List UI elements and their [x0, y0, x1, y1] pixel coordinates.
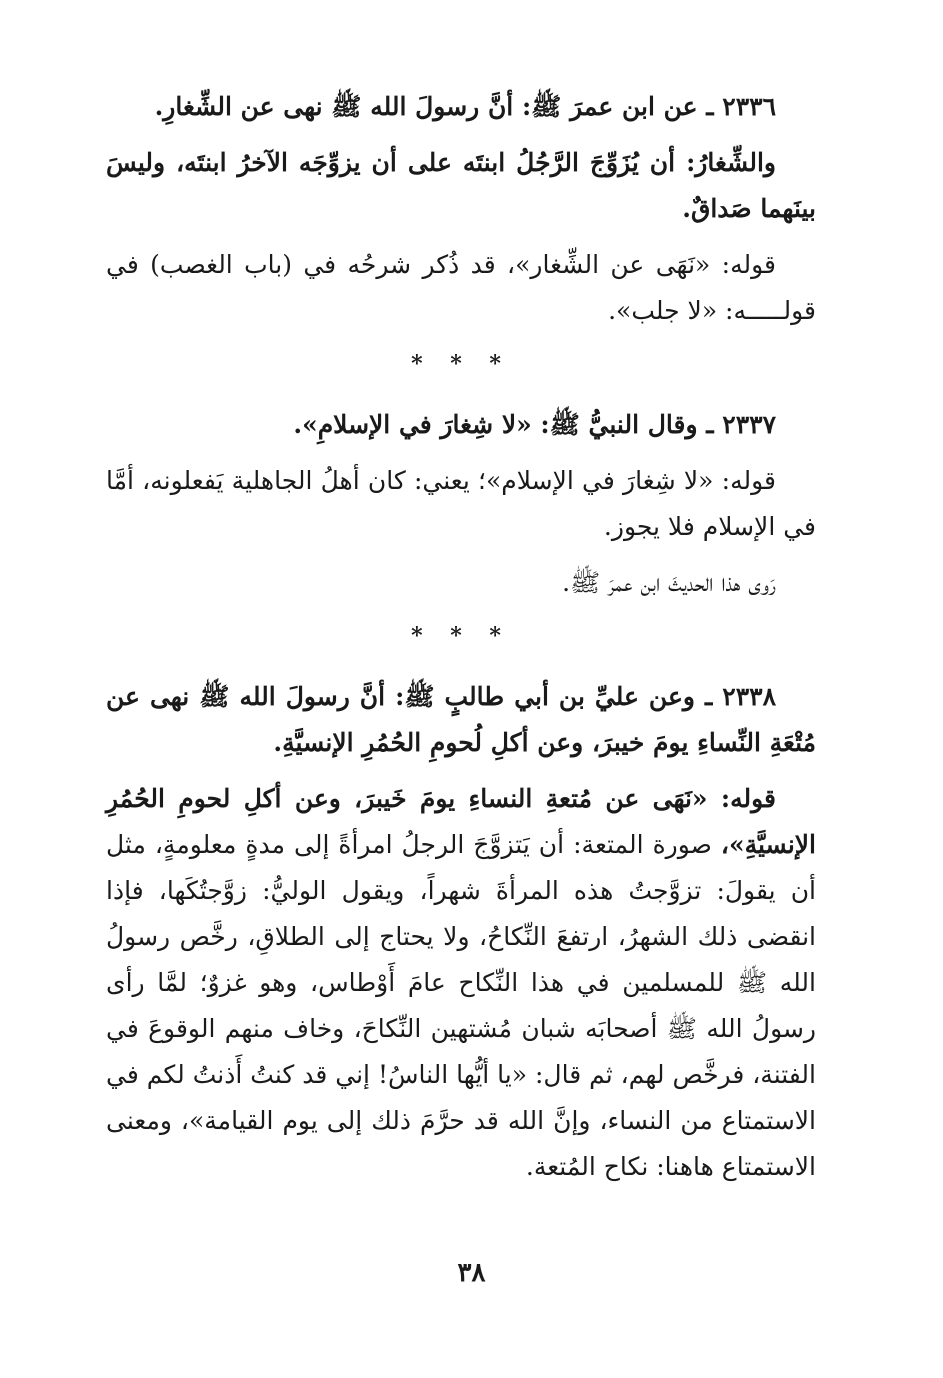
hadith-2338-commentary — [106, 776, 816, 1190]
hadith-2337-narrator: رَوى هذا الحديثَ ابن عمرَ ﷺ. — [562, 568, 776, 597]
hadith-2337-text: ٢٣٣٧ ـ وقال النبيُّ ﷺ: «لا شِغارَ في الإسلامِ». — [293, 410, 776, 439]
hadith-2337-commentary: قوله: «لا شِغارَ في الإسلام»؛ يعني: كان أهلُ الجاهلية يَفعلونه، أمَّا في الإسلام فلا يجوز. — [106, 466, 816, 541]
hadith-2338-commentary-body: صورة المتعة: أن يَتزوَّجَ الرجلُ امرأةً إلى مدةٍ معلومةٍ، مثل أن يقولَ: تزوَّجتُ هذه المرأةَ شهراً، ويقول الوليُّ: زوَّجتُكَها، فإذا انقضى ذلك الشهرُ، ارتفعَ النِّكاحُ، ولا يحتاج إلى الطلاقِ، رخَّص رسولُ الله ﷺ للمسلمين في هذا النِّكاح عامَ أَوْطاس، وهو غزوٌ؛ لمَّا رأى رسولُ الله ﷺ أصحابَه شبان مُشتهين النِّكاحَ، وخاف منهم الوقوعَ في الفتنة، فرخَّص لهم، ثم قال: «يا أيُّها الناسُ! إني قد كنتُ أَذنتُ لكم في الاستمتاع من النساء، وإنَّ الله قد حرَّمَ ذلك إلى يوم القيامة»، ومعنى الاستمتاع هاهنا: نكاح المُتعة. — [106, 830, 816, 1181]
hadith-2338-text: ٢٣٣٨ ـ وعن عليِّ بن أبي طالبٍ ﷺ: أنَّ رسولَ الله ﷺ نهى عن مُتْعَةِ النِّساءِ يومَ خيبرَ، وعن أكلِ لُحومِ الحُمُرِ الإنسيَّةِ. — [106, 682, 816, 757]
page-body — [106, 84, 816, 1200]
section-separator: * * * — [411, 623, 511, 649]
hadith-2336-definition: والشِّغارُ: أن يُزَوِّجَ الرَّجُلُ ابنتَه على أن يزوِّجَه الآخرُ ابنتَه، وليسَ بينَهما صَداقٌ. — [106, 148, 816, 223]
hadith-2336-text: ٢٣٣٦ ـ عن ابن عمرَ ﷺ: أنَّ رسولَ الله ﷺ نهى عن الشِّغارِ. — [154, 92, 776, 121]
hadith-2336-commentary: قوله: «نَهَى عن الشِّغار»، قد ذُكر شرحُه في (باب الغصب) في قولـــــه: «لا جلب». — [106, 250, 816, 325]
hadith-2338-commentary-head: قوله: «نَهَى عن مُتعةِ النساءِ يومَ خَيبرَ، وعن أكلِ لحومِ الحُمُرِ الإنسيَّةِ»، — [106, 784, 816, 859]
page-number: ٣٨ — [457, 1258, 486, 1288]
section-separator: * * * — [411, 351, 511, 377]
